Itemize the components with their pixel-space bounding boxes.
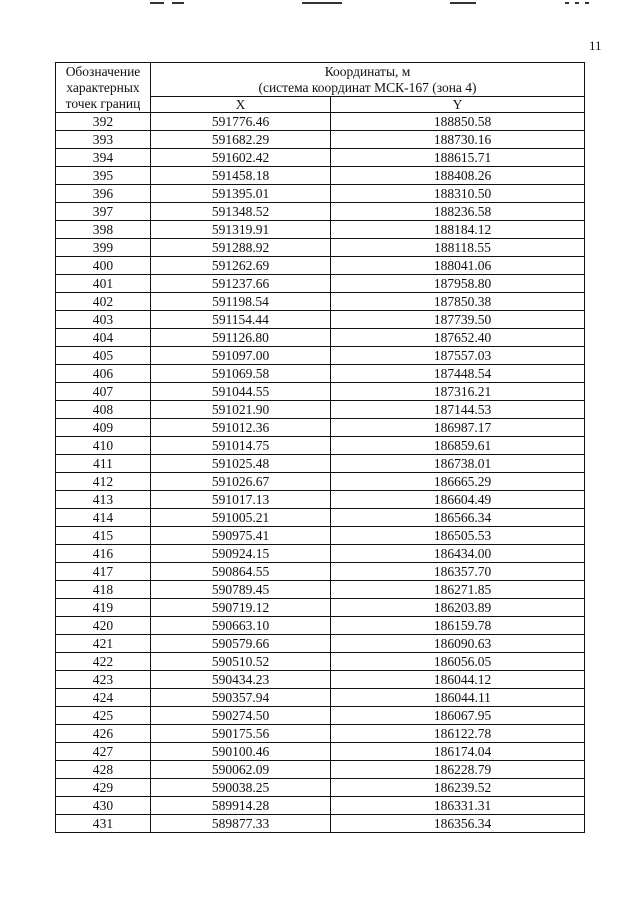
scan-artifact-marks: [150, 0, 600, 6]
table-row: [56, 455, 585, 473]
table-row: [56, 275, 585, 293]
table-row: [56, 185, 585, 203]
y-coordinate-cell: 186056.05: [331, 653, 585, 671]
table-body: [56, 113, 585, 833]
y-coordinate-cell: 188730.16: [331, 131, 585, 149]
table-row: [56, 509, 585, 527]
x-coordinate-cell: 590789.45: [151, 581, 331, 599]
point-number-cell: 430: [56, 797, 151, 815]
y-coordinate-cell: 186122.78: [331, 725, 585, 743]
x-coordinate-cell: 591288.92: [151, 239, 331, 257]
table-row: [56, 815, 585, 833]
x-coordinate-cell: 590924.15: [151, 545, 331, 563]
x-column-header: X: [151, 97, 331, 113]
x-coordinate-cell: 591319.91: [151, 221, 331, 239]
y-coordinate-cell: 187448.54: [331, 365, 585, 383]
table-row: [56, 167, 585, 185]
x-coordinate-cell: 591025.48: [151, 455, 331, 473]
point-number-cell: 413: [56, 491, 151, 509]
page-number: 11: [589, 38, 602, 53]
y-coordinate-cell: 186604.49: [331, 491, 585, 509]
table-row: [56, 239, 585, 257]
x-coordinate-cell: 590864.55: [151, 563, 331, 581]
x-coordinate-cell: 591005.21: [151, 509, 331, 527]
x-coordinate-cell: 591044.55: [151, 383, 331, 401]
point-number-cell: 393: [56, 131, 151, 149]
y-coordinate-cell: 186859.61: [331, 437, 585, 455]
point-number-cell: 401: [56, 275, 151, 293]
table-row: [56, 635, 585, 653]
table-row: [56, 671, 585, 689]
y-column-header: Y: [331, 97, 585, 113]
table-row: [56, 149, 585, 167]
y-coordinate-cell: 187557.03: [331, 347, 585, 365]
x-coordinate-cell: 590175.56: [151, 725, 331, 743]
y-coordinate-cell: 188615.71: [331, 149, 585, 167]
point-number-cell: 420: [56, 617, 151, 635]
point-number-cell: 418: [56, 581, 151, 599]
point-number-cell: 400: [56, 257, 151, 275]
table-row: [56, 131, 585, 149]
coordinates-table: [55, 62, 585, 833]
y-coordinate-cell: 187316.21: [331, 383, 585, 401]
table-row: [56, 473, 585, 491]
x-coordinate-cell: 591602.42: [151, 149, 331, 167]
y-coordinate-cell: 188041.06: [331, 257, 585, 275]
x-coordinate-cell: 591017.13: [151, 491, 331, 509]
x-coordinate-cell: 591682.29: [151, 131, 331, 149]
x-coordinate-cell: 590510.52: [151, 653, 331, 671]
point-number-cell: 402: [56, 293, 151, 311]
table-row: [56, 221, 585, 239]
y-coordinate-cell: 186090.63: [331, 635, 585, 653]
table-row: [56, 419, 585, 437]
coordinates-header-line-2: (система координат МСК-167 (зона 4): [258, 80, 477, 95]
x-coordinate-cell: 589914.28: [151, 797, 331, 815]
table-row: [56, 437, 585, 455]
x-coordinate-cell: 591395.01: [151, 185, 331, 203]
y-coordinate-cell: 186665.29: [331, 473, 585, 491]
table-row: [56, 329, 585, 347]
table-row: [56, 725, 585, 743]
point-number-cell: 404: [56, 329, 151, 347]
point-number-cell: 421: [56, 635, 151, 653]
point-number-cell: 397: [56, 203, 151, 221]
y-coordinate-cell: 188408.26: [331, 167, 585, 185]
y-coordinate-cell: 187652.40: [331, 329, 585, 347]
table-row: [56, 383, 585, 401]
point-number-cell: 395: [56, 167, 151, 185]
coordinates-header-line-1: Координаты, м: [324, 64, 411, 79]
x-coordinate-cell: 590274.50: [151, 707, 331, 725]
y-coordinate-cell: 187958.80: [331, 275, 585, 293]
table-row: [56, 581, 585, 599]
point-number-cell: 408: [56, 401, 151, 419]
table-row: [56, 113, 585, 131]
point-number-cell: 412: [56, 473, 151, 491]
table-row: [56, 203, 585, 221]
designation-header: [56, 63, 151, 113]
table-row: [56, 797, 585, 815]
x-coordinate-cell: 591198.54: [151, 293, 331, 311]
point-number-cell: 426: [56, 725, 151, 743]
y-coordinate-cell: 188310.50: [331, 185, 585, 203]
table-row: [56, 347, 585, 365]
table-row: [56, 653, 585, 671]
point-number-cell: 398: [56, 221, 151, 239]
x-coordinate-cell: 590062.09: [151, 761, 331, 779]
point-number-cell: 414: [56, 509, 151, 527]
y-coordinate-cell: 186044.11: [331, 689, 585, 707]
x-coordinate-cell: 591458.18: [151, 167, 331, 185]
x-coordinate-cell: 590038.25: [151, 779, 331, 797]
point-number-cell: 405: [56, 347, 151, 365]
y-coordinate-cell: 188850.58: [331, 113, 585, 131]
coordinates-header: [151, 63, 585, 97]
point-number-cell: 410: [56, 437, 151, 455]
y-coordinate-cell: 186987.17: [331, 419, 585, 437]
table-row: [56, 779, 585, 797]
y-coordinate-cell: 186159.78: [331, 617, 585, 635]
x-coordinate-cell: 591237.66: [151, 275, 331, 293]
point-number-cell: 423: [56, 671, 151, 689]
point-number-cell: 394: [56, 149, 151, 167]
table-row: [56, 527, 585, 545]
point-number-cell: 417: [56, 563, 151, 581]
x-coordinate-cell: 591097.00: [151, 347, 331, 365]
table-row: [56, 563, 585, 581]
y-coordinate-cell: 186239.52: [331, 779, 585, 797]
point-number-cell: 416: [56, 545, 151, 563]
point-number-cell: 424: [56, 689, 151, 707]
y-coordinate-cell: 187144.53: [331, 401, 585, 419]
x-coordinate-cell: 591014.75: [151, 437, 331, 455]
y-coordinate-cell: 186203.89: [331, 599, 585, 617]
x-coordinate-cell: 591262.69: [151, 257, 331, 275]
y-coordinate-cell: 188184.12: [331, 221, 585, 239]
x-coordinate-cell: 591348.52: [151, 203, 331, 221]
y-coordinate-cell: 186044.12: [331, 671, 585, 689]
y-coordinate-cell: 186434.00: [331, 545, 585, 563]
table-row: [56, 257, 585, 275]
y-coordinate-cell: 187850.38: [331, 293, 585, 311]
y-coordinate-cell: 186505.53: [331, 527, 585, 545]
y-coordinate-cell: 186174.04: [331, 743, 585, 761]
point-number-cell: 403: [56, 311, 151, 329]
point-number-cell: 411: [56, 455, 151, 473]
y-coordinate-cell: 188118.55: [331, 239, 585, 257]
point-number-cell: 419: [56, 599, 151, 617]
table-row: [56, 293, 585, 311]
designation-header-line-3: точек границ: [65, 95, 141, 111]
point-number-cell: 427: [56, 743, 151, 761]
point-number-cell: 425: [56, 707, 151, 725]
point-number-cell: 431: [56, 815, 151, 833]
point-number-cell: 409: [56, 419, 151, 437]
table-row: [56, 689, 585, 707]
table-row: [56, 599, 585, 617]
y-coordinate-cell: 186566.34: [331, 509, 585, 527]
x-coordinate-cell: 591154.44: [151, 311, 331, 329]
point-number-cell: 392: [56, 113, 151, 131]
x-coordinate-cell: 590719.12: [151, 599, 331, 617]
x-coordinate-cell: 590434.23: [151, 671, 331, 689]
point-number-cell: 422: [56, 653, 151, 671]
table-row: [56, 761, 585, 779]
table-row: [56, 491, 585, 509]
table-header: [56, 63, 585, 113]
x-coordinate-cell: 590579.66: [151, 635, 331, 653]
table-row: [56, 401, 585, 419]
y-coordinate-cell: 186228.79: [331, 761, 585, 779]
point-number-cell: 429: [56, 779, 151, 797]
x-coordinate-cell: 591126.80: [151, 329, 331, 347]
x-coordinate-cell: 591026.67: [151, 473, 331, 491]
table-row: [56, 545, 585, 563]
point-number-cell: 399: [56, 239, 151, 257]
x-coordinate-cell: 591012.36: [151, 419, 331, 437]
table-row: [56, 707, 585, 725]
x-coordinate-cell: 591776.46: [151, 113, 331, 131]
y-coordinate-cell: 186357.70: [331, 563, 585, 581]
x-coordinate-cell: 590663.10: [151, 617, 331, 635]
y-coordinate-cell: 186738.01: [331, 455, 585, 473]
x-coordinate-cell: 591069.58: [151, 365, 331, 383]
y-coordinate-cell: 188236.58: [331, 203, 585, 221]
point-number-cell: 406: [56, 365, 151, 383]
x-coordinate-cell: 589877.33: [151, 815, 331, 833]
table-row: [56, 311, 585, 329]
y-coordinate-cell: 186271.85: [331, 581, 585, 599]
table-row: [56, 617, 585, 635]
y-coordinate-cell: 186067.95: [331, 707, 585, 725]
y-coordinate-cell: 186331.31: [331, 797, 585, 815]
table-row: [56, 743, 585, 761]
designation-header-line-1: Обозначение: [65, 63, 141, 79]
y-coordinate-cell: 186356.34: [331, 815, 585, 833]
x-coordinate-cell: 591021.90: [151, 401, 331, 419]
x-coordinate-cell: 590357.94: [151, 689, 331, 707]
point-number-cell: 428: [56, 761, 151, 779]
point-number-cell: 415: [56, 527, 151, 545]
designation-header-line-2: характерных: [66, 79, 140, 95]
x-coordinate-cell: 590975.41: [151, 527, 331, 545]
x-coordinate-cell: 590100.46: [151, 743, 331, 761]
point-number-cell: 396: [56, 185, 151, 203]
point-number-cell: 407: [56, 383, 151, 401]
table-row: [56, 365, 585, 383]
y-coordinate-cell: 187739.50: [331, 311, 585, 329]
